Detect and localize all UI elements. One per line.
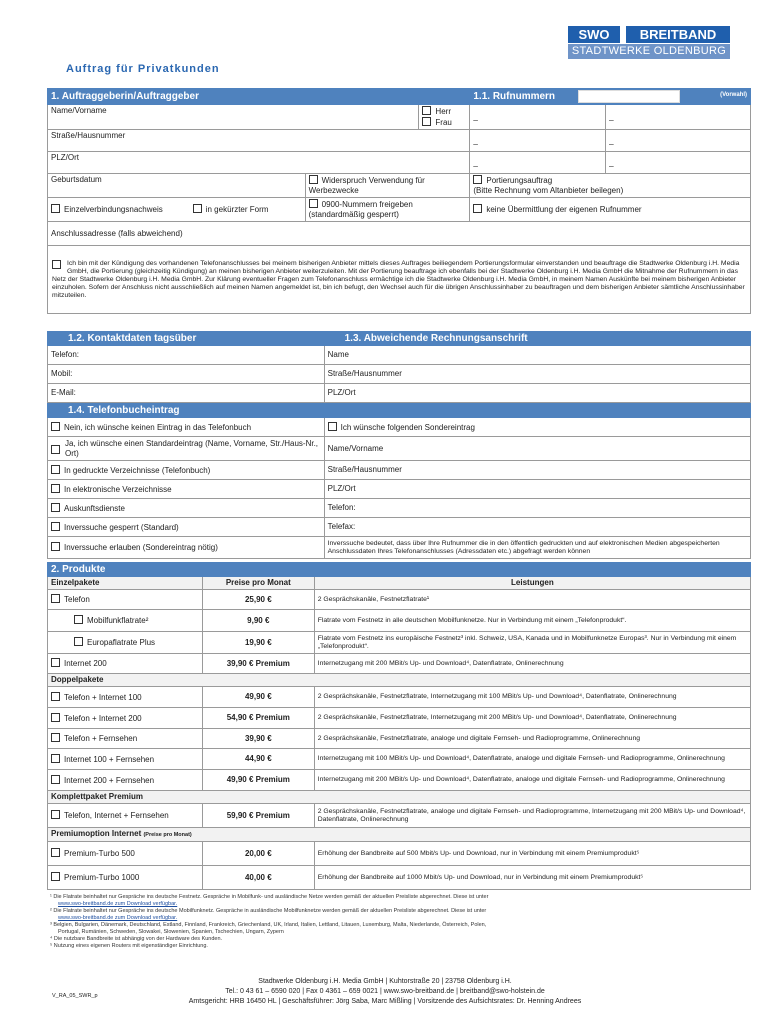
product-leistungen: 2 Gesprächskanäle, Festnetzflatrate, analoge und digitale Fernseh- und Radioprogramme, Internetzugang mit 200 MBit/s Up- und Download⁴, Datenflatrate, Onlinerechnung [314, 804, 750, 828]
product-price: 9,90 € [202, 610, 314, 632]
section-1-heading: 1. Auftraggeberin/Auftraggeber [48, 89, 470, 105]
sonder-name-field[interactable]: Name/Vorname [324, 437, 750, 461]
product-price: 19,90 € [202, 632, 314, 654]
section-14-heading: 1.4. Telefonbucheintrag [48, 404, 751, 418]
sonder-strasse-field[interactable]: Straße/Hausnummer [324, 461, 750, 480]
footnotes [50, 894, 750, 950]
vorwahl-input[interactable] [578, 90, 680, 103]
product-price: 49,90 € [202, 687, 314, 708]
product-checkbox[interactable] [48, 610, 203, 632]
kuendigung-consent[interactable] [48, 246, 751, 314]
footnote-1: ¹ Die Flatrate beinhaltet nur Gespräche ins deutsche Festnetz. Gespräche in Mobilfunk- und ausländische Netze werden gemäß der aktuellen Preisliste abgerechnet. Diese ist unter [50, 894, 489, 900]
product-checkbox[interactable] [48, 770, 203, 791]
product-name: Mobilfunkflatrate² [87, 616, 149, 625]
product-checkbox[interactable] [48, 687, 203, 708]
inverssuche-erlauben-checkbox[interactable]: Inverssuche erlauben (Sondereintrag nötig) [48, 537, 325, 559]
product-checkbox[interactable] [48, 842, 203, 866]
gedruckt-checkbox[interactable]: In gedruckte Verzeichnisse (Telefonbuch) [48, 461, 325, 480]
herr-checkbox[interactable]: Herr [422, 106, 466, 117]
rechnung-strasse-field[interactable]: Straße/Hausnummer [324, 365, 750, 384]
rufnummer-5[interactable]: _ [470, 152, 606, 174]
product-checkbox[interactable] [48, 590, 203, 610]
doppelpakete-heading: Doppelpakete [48, 674, 751, 687]
product-row [48, 708, 751, 729]
product-price: 44,90 € [202, 749, 314, 770]
product-leistungen: 2 Gesprächskanäle, Festnetzflatrate, analoge und digitale Fernseh- und Radioprogramme, Onlinerechnung [314, 729, 750, 749]
footer-address: Stadtwerke Oldenburg i.H. Media GmbH | Kuhtorstraße 20 | 23758 Oldenburg i.H. [258, 978, 512, 985]
product-row [48, 687, 751, 708]
product-leistungen: Erhöhung der Bandbreite auf 1000 Mbit/s Up- und Download, nur in Verbindung mit einem Premiumprodukt⁵ [314, 866, 750, 890]
section-kontaktdaten [47, 331, 751, 403]
product-row [48, 654, 751, 674]
product-leistungen: Flatrate vom Festnetz ins europäische Festnetz³ inkl. Schweiz, USA, Kanada und in Mobilfunknetze Europas³. Nur in Verbindung mit einem „Telefonprodukt“. [314, 632, 750, 654]
product-name: Premium-Turbo 500 [64, 849, 135, 858]
product-row [48, 866, 751, 890]
product-price: 59,90 € Premium [202, 804, 314, 828]
product-checkbox[interactable] [48, 866, 203, 890]
product-leistungen: 2 Gesprächskanäle, Festnetzflatrate, Internetzugang mit 200 MBit/s Up- und Download⁴, Datenflatrate, Onlinerechnung [314, 708, 750, 729]
product-row [48, 804, 751, 828]
footnote-3b: Portugal, Rumänien, Schweden, Slowakei, Slowenien, Spanien, Tschechien, Ungarn, Zypern [58, 929, 284, 935]
product-name: Europaflatrate Plus [87, 638, 156, 647]
product-checkbox[interactable] [48, 654, 203, 674]
product-checkbox[interactable] [48, 729, 203, 749]
product-checkbox[interactable] [48, 804, 203, 828]
product-row [48, 749, 751, 770]
sonder-plz-field[interactable]: PLZ/Ort [324, 480, 750, 499]
product-name: Internet 200 [64, 659, 107, 668]
rufnummer-6[interactable]: _ [606, 152, 751, 174]
sonder-telefax-field[interactable]: Telefax: [324, 518, 750, 537]
portierung-checkbox[interactable]: Portierungsauftrag (Bitte Rechnung vom Altanbieter beilegen) [470, 174, 751, 198]
sonder-telefon-field[interactable]: Telefon: [324, 499, 750, 518]
page-title: Auftrag für Privatkunden [66, 63, 220, 75]
frau-checkbox[interactable]: Frau [422, 117, 466, 128]
kein-eintrag-checkbox[interactable]: Nein, ich wünsche keinen Eintrag in das Telefonbuch [48, 418, 325, 437]
product-leistungen: Flatrate vom Festnetz in alle deutschen Mobilfunknetze. Nur in Verbindung mit einem „Telefonprodukt“. [314, 610, 750, 632]
vorwahl-label: (Vorwahl) [720, 92, 747, 98]
komplettpaket-heading: Komplettpaket Premium [48, 791, 751, 804]
product-row [48, 770, 751, 791]
footer-contact: Tel.: 0 43 61 – 6590 020 | Fax 0 4361 – 659 0021 | www.swo-breitband.de | breitband@swo-holstein.de [225, 988, 545, 995]
section-12-heading: 1.2. Kontaktdaten tagsüber [48, 332, 325, 346]
name-field[interactable]: Name/Vorname [48, 105, 419, 130]
product-row [48, 842, 751, 866]
elektronisch-checkbox[interactable]: In elektronische Verzeichnisse [48, 480, 325, 499]
col-leistungen: Leistungen [314, 577, 750, 590]
section-2-heading: 2. Produkte [48, 563, 751, 577]
footnote-4: ⁴ Die nutzbare Bandbreite ist abhängig von der Hardware des Kunden. [50, 936, 223, 942]
product-checkbox[interactable] [48, 632, 203, 654]
section-13-heading: 1.3. Abweichende Rechnungsanschrift [324, 332, 750, 346]
rufnummer-4[interactable]: _ [606, 130, 751, 152]
product-leistungen: Erhöhung der Bandbreite auf 500 Mbit/s Up- und Download, nur in Verbindung mit einem Premiumprodukt⁵ [314, 842, 750, 866]
product-name: Telefon [64, 595, 90, 604]
product-price: 25,90 € [202, 590, 314, 610]
product-checkbox[interactable] [48, 708, 203, 729]
geburtsdatum-field[interactable]: Geburtsdatum [48, 174, 306, 198]
rechnung-plz-field[interactable]: PLZ/Ort [324, 384, 750, 403]
0900-checkbox[interactable]: 0900-Nummern freigeben (standardmäßig gesperrt) [305, 198, 470, 222]
footnote-3: ³ Belgien, Bulgarien, Dänemark, Deutschland, Estland, Finnland, Frankreich, Griechenland, UK, Irland, Italien, Lettland, Litauen, Luxemburg, Malta, Niederlande, Österreich, Polen, [50, 922, 487, 928]
section-11-heading: 1.1. Rufnummern (Vorwahl) [470, 89, 751, 105]
logo-stadtwerke: STADTWERKE OLDENBURG [568, 44, 730, 59]
rufnummer-3[interactable]: _ [470, 130, 606, 152]
sondereintrag-checkbox[interactable]: Ich wünsche folgenden Sondereintrag [324, 418, 750, 437]
product-name: Telefon + Internet 100 [64, 692, 142, 702]
product-leistungen: Internetzugang mit 200 MBit/s Up- und Download⁴, Datenflatrate, analoge und digitale Fernseh- und Radioprogramme, Onlinerechnung [314, 770, 750, 791]
rufnummer-1[interactable]: _ [470, 105, 606, 130]
section-auftraggeber [47, 88, 751, 314]
product-name: Telefon + Fernsehen [64, 734, 138, 743]
product-checkbox[interactable] [48, 749, 203, 770]
product-name: Premium-Turbo 1000 [64, 873, 140, 882]
product-row [48, 610, 751, 632]
logo-swo: SWO [568, 26, 620, 43]
col-preise: Preise pro Monat [202, 577, 314, 590]
page-footer [0, 977, 770, 1007]
product-leistungen: 2 Gesprächskanäle, Festnetzflatrate, Internetzugang mit 100 MBit/s Up- und Download⁴, Datenflatrate, Onlinerechnung [314, 687, 750, 708]
product-leistungen: Internetzugang mit 100 MBit/s Up- und Download⁴, Datenflatrate, analoge und digitale Fernseh- und Radioprogramme, Onlinerechnung [314, 749, 750, 770]
product-name: Telefon + Internet 200 [64, 713, 142, 723]
footnote-1-link[interactable]: www.swo-breitband.de zum Download verfügbar. [58, 901, 178, 907]
product-name: Internet 100 + Fernsehen [64, 754, 155, 764]
footnote-5: ⁵ Nutzung eines eigenen Routers mit eigenständiger Einrichtung. [50, 943, 208, 949]
product-price: 40,00 € [202, 866, 314, 890]
footnote-2-link[interactable]: www.swo-breitband.de zum Download verfügbar. [58, 915, 178, 921]
product-row [48, 590, 751, 610]
strasse-field[interactable]: Straße/Hausnummer [48, 130, 470, 152]
kuendigung-checkbox[interactable] [52, 260, 61, 269]
product-leistungen: Internetzugang mit 200 MBit/s Up- und Download⁴, Datenflatrate, Onlinerechnung [314, 654, 750, 674]
widerspruch-checkbox[interactable]: Widerspruch Verwendung für Werbezwecke [305, 174, 470, 198]
premiumoption-heading: Premiumoption Internet (Preise pro Monat) [48, 828, 751, 842]
logo-breitband: BREITBAND [626, 26, 730, 43]
version-code: V_RA_05_SWR_p [52, 993, 98, 999]
inverssuche-info: Inverssuche bedeutet, dass über Ihre Rufnummer die in den öffentlich gedruckten und auf elektronischen Medien abgespeicherten Anschlussdaten Ihres Telefonanschlusses (Adressdaten etc.) abgefragt werden können [324, 537, 750, 559]
einzelverbindung-checkbox[interactable]: Einzelverbindungsnachweis in gekürzter Form [48, 198, 306, 222]
product-name: Telefon, Internet + Fernsehen [64, 811, 169, 820]
plz-field[interactable]: PLZ/Ort [48, 152, 470, 174]
inverssuche-gesperrt-checkbox[interactable]: Inverssuche gesperrt (Standard) [48, 518, 325, 537]
mobil-field[interactable]: Mobil: [48, 365, 325, 384]
email-field[interactable]: E-Mail: [48, 384, 325, 403]
col-einzelpakete: Einzelpakete [48, 577, 203, 590]
company-logo [568, 26, 730, 59]
product-name: Internet 200 + Fernsehen [64, 775, 155, 785]
footer-register: Amtsgericht: HRB 16450 HL | Geschäftsführer: Jörg Saba, Marc Mißling | Vorsitzende des Aufsichtsrates: Dr. Henning Andrees [188, 998, 582, 1005]
anschlussadresse-field[interactable]: Anschlussadresse (falls abweichend) [48, 222, 751, 246]
keine-uebermittlung-checkbox[interactable]: keine Übermittlung der eigenen Rufnummer [470, 198, 751, 222]
rufnummer-2[interactable]: _ [606, 105, 751, 130]
footnote-2: ² Die Flatrate beinhaltet nur Gespräche ins deutsche Mobilfunknetz. Gespräche in ausländische Mobilfunknetze werden gemäß der aktuellen Preisliste abgerechnet. Diese ist unter [50, 908, 487, 914]
kuendigung-text: Ich bin mit der Kündigung des vorhandenen Telefonanschlusses bei meinem bisherigen Anbieter mittels dieses Auftrages beiliegendem Portierungsformular einverstanden und beauftrage die Stadtwerke Oldenburg i.H. Media GmbH, die Portierung (gleichzeitig Kündigung) an meinen bisherigen Anbieter weiterzuleiten. Mit der Portierung beauftrage ich ebenfalls bei der Stadtwerke Oldenburg i.H. Media GmbH die Mitnahme der Rufnummern in das Netz der Stadtwerke Oldenburg i.H. Media GmbH. Zur Klärung eventueller Fragen zum Telefonanschluss ermächtige ich die Stadtwerke Oldenburg i.H. Media GmbH, in meinem Namen Auskünfte bei meinem bisherigen Anbieter einzuholen. Sofern der Anschluss nicht ausschließlich auf meinen Namen angemeldet ist, bin ich befugt, den Wechsel auch für die übrigen Anschlussinhaber zu beauftragen und dem bisherigen Anbieter sämtliche Anschlussinhaber mitzuteilen. [52, 259, 745, 299]
auskunft-checkbox[interactable]: Auskunftsdienste [48, 499, 325, 518]
product-price: 49,90 € Premium [202, 770, 314, 791]
product-leistungen: 2 Gesprächskanäle, Festnetzflatrate¹ [314, 590, 750, 610]
product-row [48, 632, 751, 654]
telefon-field[interactable]: Telefon: [48, 346, 325, 365]
product-price: 20,00 € [202, 842, 314, 866]
standardeintrag-checkbox[interactable]: Ja, ich wünsche einen Standardeintrag (Name, Vorname, Str./Haus-Nr., Ort) [48, 437, 325, 461]
product-row [48, 729, 751, 749]
product-price: 39,90 € Premium [202, 654, 314, 674]
product-price: 39,90 € [202, 729, 314, 749]
section-telefonbuch [47, 403, 751, 559]
product-price: 54,90 € Premium [202, 708, 314, 729]
rechnung-name-field[interactable]: Name [324, 346, 750, 365]
section-produkte [47, 562, 751, 890]
